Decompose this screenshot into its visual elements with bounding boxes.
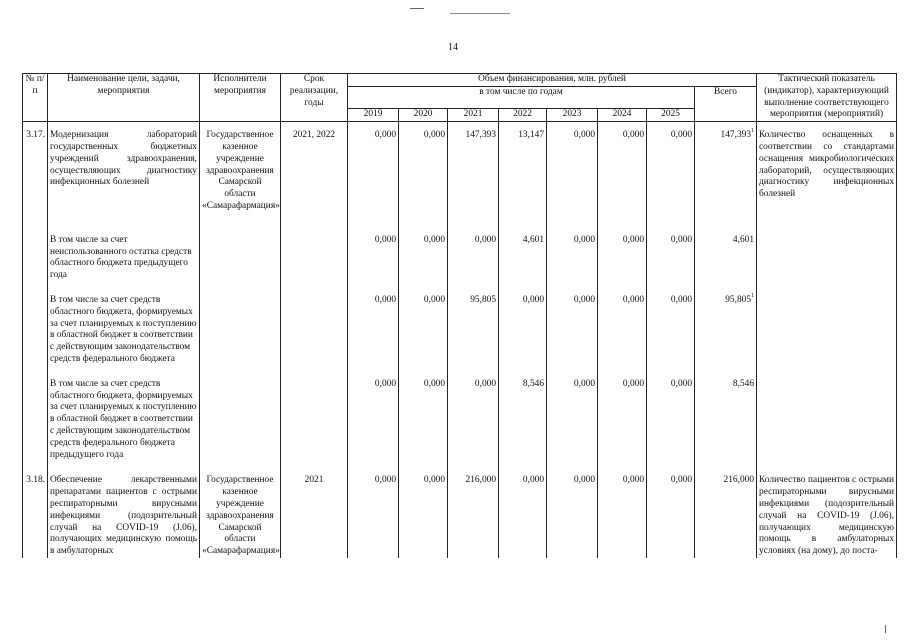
value-2025: 0,000	[647, 295, 695, 366]
header-year: 2019	[348, 109, 399, 122]
value-2024: 0,000	[598, 235, 647, 282]
row-number: 3.17.	[23, 130, 48, 213]
total-value: 4,601	[732, 234, 755, 245]
table-row	[23, 235, 897, 282]
value-2021: 95,805	[448, 295, 499, 366]
value-2019: 0,000	[348, 379, 399, 462]
value-2020: 0,000	[399, 130, 448, 213]
page-number: 14	[448, 42, 458, 53]
value-2023: 0,000	[547, 295, 598, 366]
value-2022: 13,147	[499, 130, 547, 213]
indicator: Количество оснащенных в соответствии со стандартами оснащения микробиологических лабораторий, осуществляющих диагностику инфекционных болезней	[757, 130, 897, 213]
executor: Государственное казенное учреждение здравоохранения Самарской области «Самарафармация»	[200, 475, 281, 558]
value-2022: 8,546	[499, 379, 547, 462]
scan-speck	[410, 8, 424, 9]
header-year: 2020	[399, 109, 448, 122]
row-number: 3.18.	[23, 475, 48, 558]
scan-speck	[450, 13, 510, 14]
value-2021: 147,393	[448, 130, 499, 213]
measure-name: Модернизация лабораторий государственных бюджетных учреждений здравоохранения, осуществляющих диагностику инфекционных болезней	[48, 130, 200, 213]
total-cell	[695, 130, 757, 213]
value-2019: 0,000	[348, 235, 399, 282]
term	[281, 235, 348, 282]
header-year: 2024	[598, 109, 647, 122]
value-2021: 0,000	[448, 235, 499, 282]
measure-name: В том числе за счет средств областного бюджета, формируемых за счет планируемых к поступлению в областной бюджет в соответствии с действующим законодательством средств федерального бюджета предыдущего года	[48, 379, 200, 462]
header-year: 2022	[499, 109, 547, 122]
term: 2021, 2022	[281, 130, 348, 213]
value-2024: 0,000	[598, 379, 647, 462]
table-row	[23, 379, 897, 462]
value-2025: 0,000	[647, 475, 695, 558]
term: 2021	[281, 475, 348, 558]
value-2025: 0,000	[647, 235, 695, 282]
table-row	[23, 475, 897, 558]
total-value: 147,393	[720, 130, 752, 141]
value-2024: 0,000	[598, 130, 647, 213]
value-2025: 0,000	[647, 130, 695, 213]
executor: Государственное казенное учреждение здравоохранения Самарской области «Самарафармация»	[200, 130, 281, 213]
header-funding: Объем финансирования, млн. рублей	[348, 74, 757, 87]
total-value: 95,805	[725, 294, 752, 305]
header-total: Всего	[695, 86, 757, 121]
value-2019: 0,000	[348, 295, 399, 366]
value-2022: 0,000	[499, 475, 547, 558]
value-2023: 0,000	[547, 235, 598, 282]
indicator	[757, 235, 897, 282]
executor	[200, 235, 281, 282]
header-by-years: в том числе по годам	[348, 86, 695, 109]
row-number	[23, 379, 48, 462]
measure-name: В том числе за счет средств областного бюджета, формируемых за счет планируемых к поступлению в областной бюджет в соответствии с действующим законодательством средств федерального бюджета	[48, 295, 200, 366]
executor	[200, 379, 281, 462]
footnote-mark: 1	[751, 292, 755, 299]
value-2024: 0,000	[598, 295, 647, 366]
value-2020: 0,000	[399, 295, 448, 366]
indicator: Количество пациентов с острыми респираторными вирусными инфекциями (подозрительный случай на COVID-19 (J.06), получающих медицинскую помощь в амбулаторных условиях (на дому), до поста-	[757, 475, 897, 558]
header-no: № п/п	[23, 74, 48, 122]
total-value: 8,546	[732, 378, 755, 389]
footnote-mark: 1	[751, 128, 755, 135]
header-name: Наименование цели, задачи, мероприятия	[48, 74, 200, 122]
value-2019: 0,000	[348, 130, 399, 213]
value-2023: 0,000	[547, 475, 598, 558]
value-2021: 0,000	[448, 379, 499, 462]
term	[281, 295, 348, 366]
value-2021: 216,000	[448, 475, 499, 558]
header-year: 2025	[647, 109, 695, 122]
header-executors: Исполнители мероприятия	[200, 74, 281, 122]
scan-speck	[885, 625, 886, 633]
total-cell	[695, 235, 757, 282]
measure-name: Обеспечение лекарственными препаратами пациентов с острыми респираторными вирусными инфекциями (подозрительный случай на COVID-19 (J.06), получающих медицинскую помощь в амбулаторных	[48, 475, 200, 558]
indicator	[757, 379, 897, 462]
value-2020: 0,000	[399, 235, 448, 282]
value-2023: 0,000	[547, 379, 598, 462]
value-2023: 0,000	[547, 130, 598, 213]
total-cell	[695, 292, 757, 366]
measure-name: В том числе за счет неиспользованного остатка средств областного бюджета предыдущего года	[48, 235, 200, 282]
financing-table	[22, 73, 897, 558]
value-2022: 4,601	[499, 235, 547, 282]
row-number	[23, 295, 48, 366]
value-2020: 0,000	[399, 475, 448, 558]
header-term: Срок реализации, годы	[281, 74, 348, 122]
total-cell	[695, 475, 757, 558]
header-year: 2023	[547, 109, 598, 122]
executor	[200, 295, 281, 366]
total-value: 216,000	[723, 475, 755, 486]
value-2020: 0,000	[399, 379, 448, 462]
header-indicator: Тактический показатель (индикатор), характеризующий выполнение соответствующего мероприятия (мероприятий)	[757, 74, 897, 122]
header-year: 2021	[448, 109, 499, 122]
value-2025: 0,000	[647, 379, 695, 462]
term	[281, 379, 348, 462]
value-2022: 0,000	[499, 295, 547, 366]
value-2019: 0,000	[348, 475, 399, 558]
table-row	[23, 295, 897, 366]
table-row	[23, 130, 897, 213]
indicator	[757, 295, 897, 366]
value-2024: 0,000	[598, 475, 647, 558]
row-number	[23, 235, 48, 282]
total-cell	[695, 379, 757, 462]
